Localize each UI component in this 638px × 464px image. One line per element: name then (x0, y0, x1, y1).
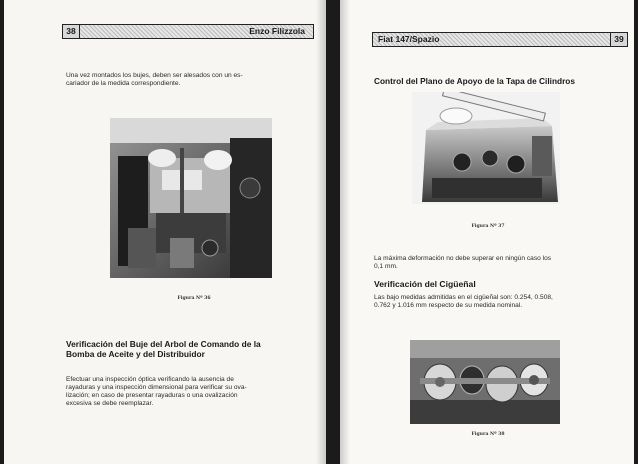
deformation-text: La máxima deformación no debe superar en ningún caso los 0,1 mm. (374, 255, 552, 270)
page-header (62, 24, 314, 39)
figure-caption: Figura Nº 38 (471, 432, 505, 437)
body-text: Efectuar una inspección óptica verificando la ausencia de rayaduras y una inspección dimensional para verificar su ova- lización; en caso de presentar rayaduras o una ovalización excesiva se debe reemplazar. (66, 376, 247, 407)
figure-38-photo (410, 340, 560, 424)
page-header (372, 32, 628, 47)
right-page (340, 0, 634, 464)
section-title: Control del Plano de Apoyo de la Tapa de Cilindros (374, 76, 575, 86)
spine-shadow (340, 0, 350, 464)
figure-caption: Figura Nº 37 (471, 224, 505, 229)
engine-bushing-photo (110, 118, 272, 278)
crankshaft-text: Las bajo medidas admitidas en el cigüeñal son: 0.254, 0.508, 0.762 y 1.016 mm respecto de su medida nominal. (374, 294, 553, 309)
header-title: Fiat 147/Spazio (378, 34, 440, 44)
page-number: 39 (610, 32, 628, 47)
crankshaft-section-title: Verificación del Cigüeñal (374, 279, 476, 289)
figure-37-photo (412, 92, 560, 204)
figure-36-photo (110, 118, 272, 278)
intro-text: Una vez montados los bujes, deben ser alesados con un es- cariador de la medida correspondiente. (66, 72, 243, 87)
cylinder-head-photo (412, 92, 560, 204)
section-title: Verificación del Buje del Arbol de Comando de la Bomba de Aceite y del Distribuidor (66, 339, 261, 359)
header-title: Enzo Filizzola (249, 26, 305, 36)
spine-shadow (316, 0, 326, 464)
page-number: 38 (62, 24, 80, 39)
figure-caption: Figura Nº 36 (177, 296, 211, 301)
left-page (4, 0, 326, 464)
crankshaft-photo (410, 340, 560, 424)
